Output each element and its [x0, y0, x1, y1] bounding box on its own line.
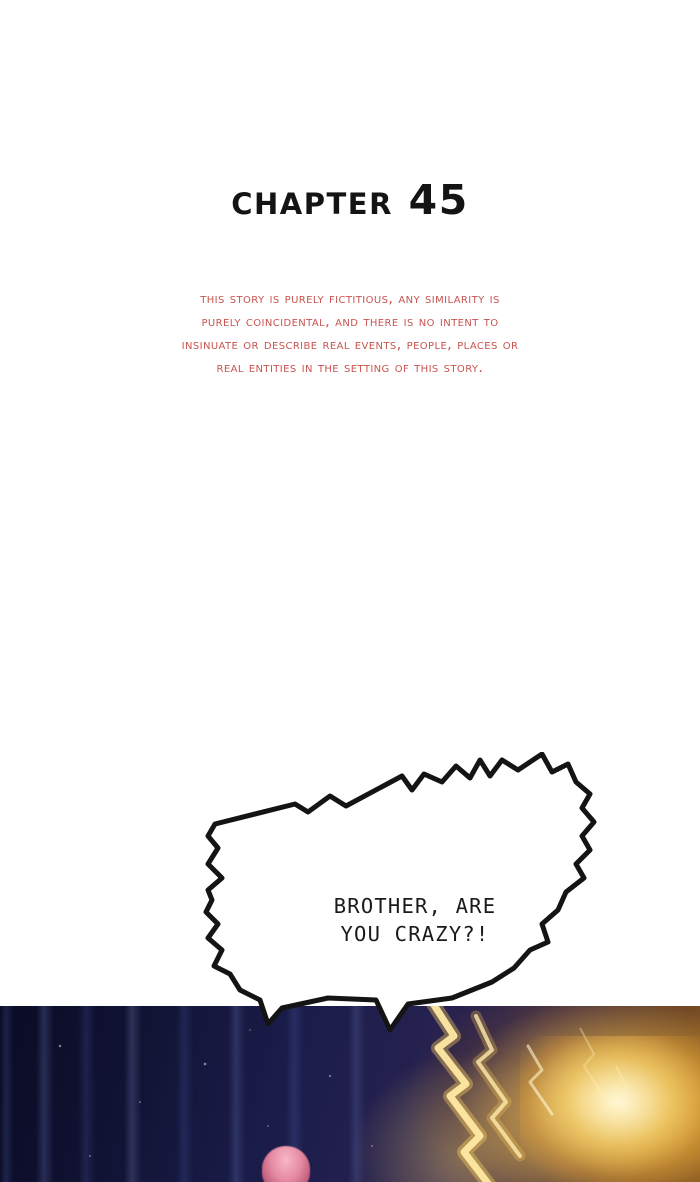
speech-line: BROTHER, ARE	[333, 894, 497, 918]
speech-bubble	[90, 752, 620, 1052]
speech-bubble-text	[270, 892, 560, 948]
disclaimer-line: this story is purely fictitious, any similarity is	[200, 291, 500, 307]
disclaimer-line: real entities in the setting of this story.	[216, 360, 484, 376]
chapter-title: chapter 45	[231, 176, 469, 224]
disclaimer-line: insinuate or describe real events, people, places or	[181, 337, 519, 353]
disclaimer-line: purely coincidental, and there is no intent to	[201, 314, 499, 330]
disclaimer-text	[150, 288, 550, 380]
speech-line: YOU CRAZY?!	[340, 922, 490, 946]
